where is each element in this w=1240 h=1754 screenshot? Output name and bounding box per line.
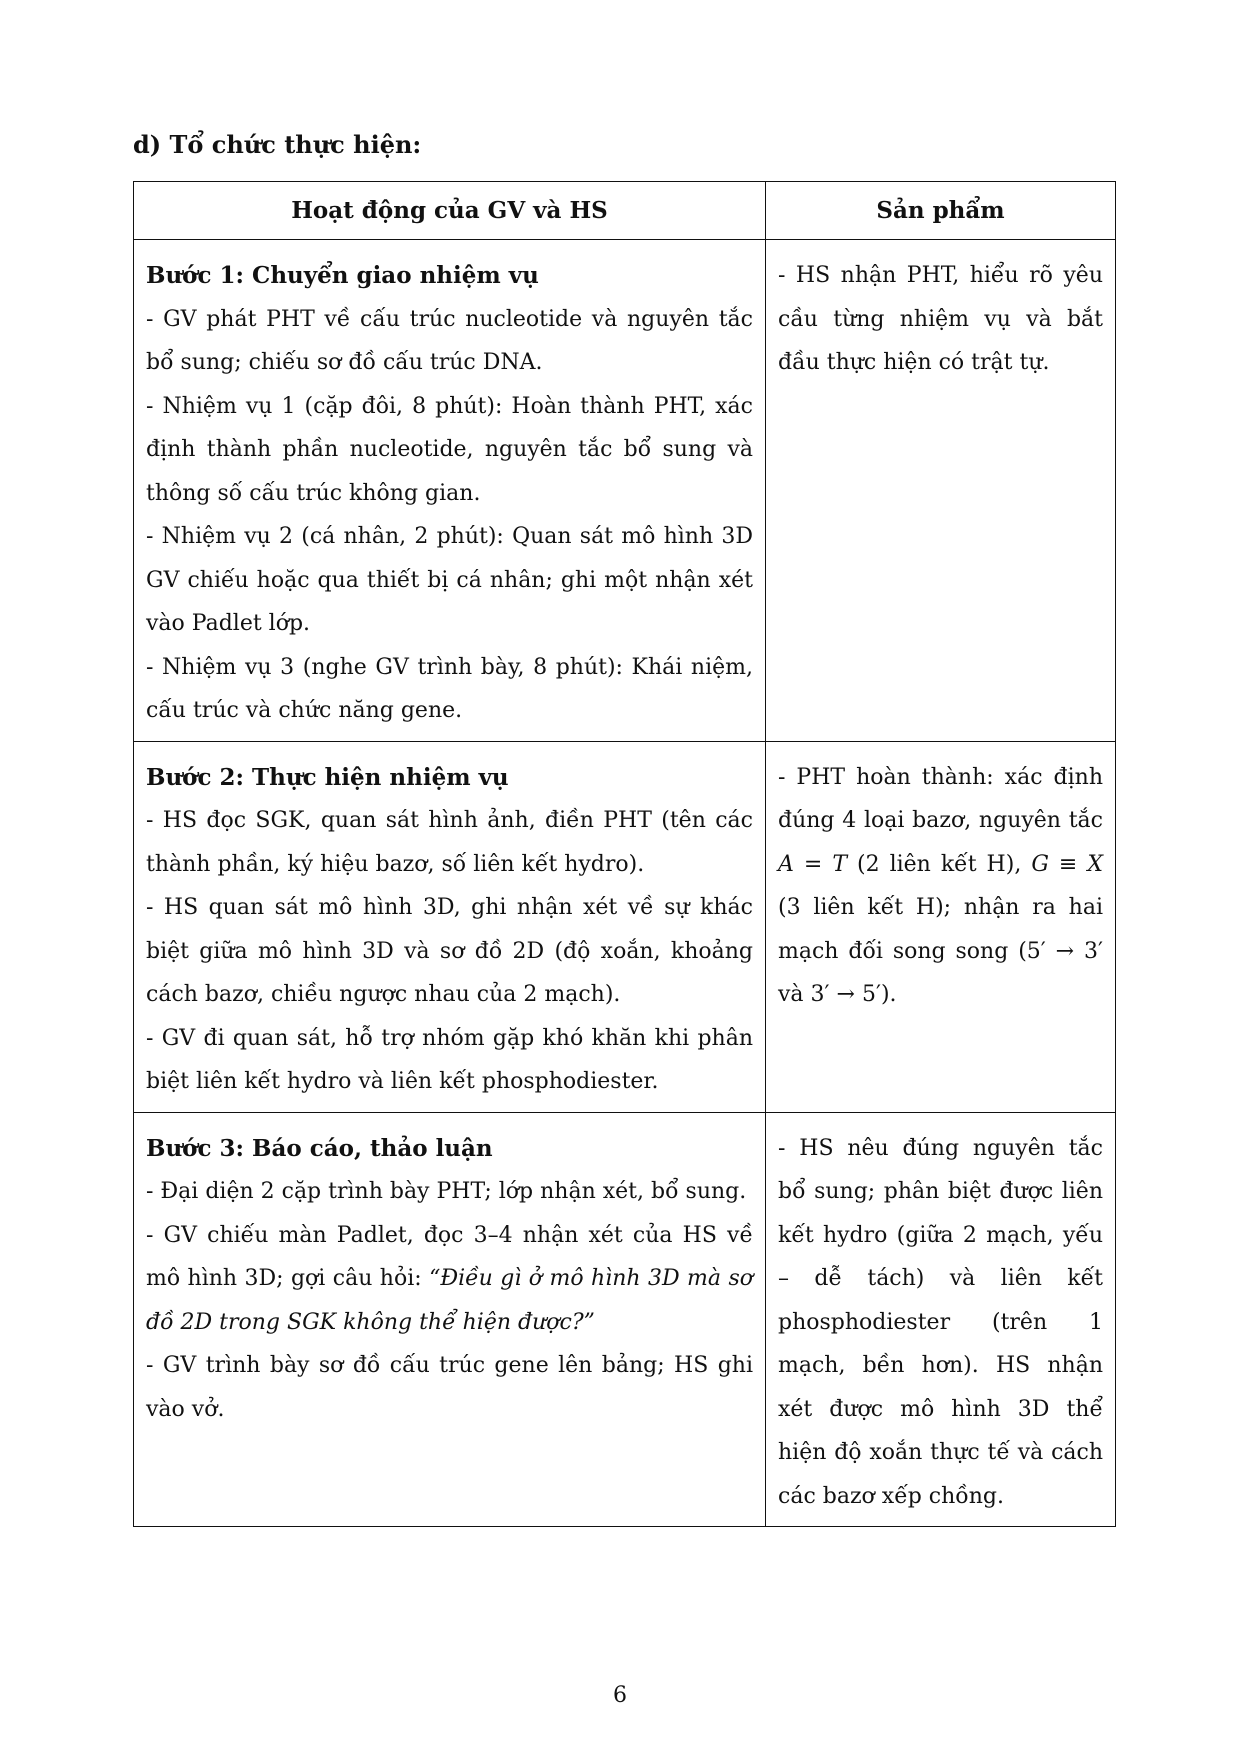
header-activities: Hoạt động của GV và HS bbox=[134, 182, 766, 240]
activity-item: - Đại diện 2 cặp trình bày PHT; lớp nhận xét, bổ sung. bbox=[146, 1179, 747, 1204]
activity-item: - GV phát PHT về cấu trúc nucleotide và nguyên tắc bổ sung; chiếu sơ đồ cấu trúc DNA. bbox=[146, 306, 753, 375]
table-row-step-3 bbox=[134, 1112, 1116, 1527]
product-text-part: (2 liên kết H), bbox=[847, 851, 1032, 877]
product-cell bbox=[766, 240, 1116, 742]
activity-item bbox=[146, 1214, 753, 1345]
activity-table bbox=[133, 181, 1116, 1527]
product-text bbox=[778, 756, 1103, 1017]
activities-cell bbox=[134, 240, 766, 742]
product-cell bbox=[766, 1112, 1116, 1527]
math-symbol-a: A bbox=[778, 851, 794, 877]
step-title: Bước 1: Chuyển giao nhiệm vụ bbox=[146, 262, 539, 289]
math-symbol-t: T bbox=[832, 851, 848, 877]
product-text-part: (3 liên kết H); nhận ra hai mạch đối song song (5′ → 3′ và 3′ → 5′). bbox=[778, 895, 1103, 1007]
activities-cell bbox=[134, 1112, 766, 1527]
activity-item: - Nhiệm vụ 2 (cá nhân, 2 phút): Quan sát mô hình 3D GV chiếu hoặc qua thiết bị cá nhân; ghi một nhận xét vào Padlet lớp. bbox=[146, 524, 753, 636]
activity-text-part: - GV chiếu màn Padlet, đọc 3–4 nhận xét của HS về mô hình 3D; gợi câu hỏi: bbox=[146, 1222, 753, 1291]
product-text: - HS nêu đúng nguyên tắc bổ sung; phân biệt được liên kết hydro (giữa 2 mạch, yếu – dễ tách) và liên kết phosphodiester (trên 1 mạch, bền hơn). HS nhận xét được mô hình 3D thể hiện độ xoắn thực tế và cách các bazơ xếp chồng. bbox=[778, 1135, 1103, 1509]
activity-item: - Nhiệm vụ 3 (nghe GV trình bày, 8 phút): Khái niệm, cấu trúc và chức năng gene. bbox=[146, 654, 753, 723]
header-products: Sản phẩm bbox=[766, 182, 1116, 240]
product-text-part: - PHT hoàn thành: xác định đúng 4 loại bazơ, nguyên tắc bbox=[778, 764, 1103, 833]
step-title: Bước 3: Báo cáo, thảo luận bbox=[146, 1134, 493, 1162]
product-text: - HS nhận PHT, hiểu rõ yêu cầu từng nhiệm vụ và bắt đầu thực hiện có trật tự. bbox=[778, 263, 1103, 375]
activity-item: - HS đọc SGK, quan sát hình ảnh, điền PHT (tên các thành phần, ký hiệu bazơ, số liên kết hydro). bbox=[146, 808, 753, 877]
table-row-step-2 bbox=[134, 741, 1116, 1112]
activities-cell bbox=[134, 741, 766, 1112]
section-heading: d) Tổ chức thực hiện: bbox=[133, 130, 422, 159]
math-symbol-g: G bbox=[1031, 851, 1049, 877]
math-operator: ≡ bbox=[1048, 851, 1088, 877]
math-symbol-x: X bbox=[1087, 851, 1104, 877]
activity-item: - HS quan sát mô hình 3D, ghi nhận xét về sự khác biệt giữa mô hình 3D và sơ đồ 2D (độ xoắn, khoảng cách bazơ, chiều ngược nhau của 2 mạch). bbox=[146, 895, 753, 1007]
product-cell bbox=[766, 741, 1116, 1112]
table-header-row bbox=[134, 182, 1116, 240]
math-operator: = bbox=[793, 851, 833, 877]
page-number: 6 bbox=[613, 1683, 627, 1708]
activity-item: - GV trình bày sơ đồ cấu trúc gene lên bảng; HS ghi vào vở. bbox=[146, 1353, 753, 1422]
table-row-step-1 bbox=[134, 240, 1116, 742]
activity-item: - Nhiệm vụ 1 (cặp đôi, 8 phút): Hoàn thành PHT, xác định thành phần nucleotide, nguyên tắc bổ sung và thông số cấu trúc không gian. bbox=[146, 393, 753, 506]
step-title: Bước 2: Thực hiện nhiệm vụ bbox=[146, 763, 509, 791]
activity-item: - GV đi quan sát, hỗ trợ nhóm gặp khó khăn khi phân biệt liên kết hydro và liên kết phosphodiester. bbox=[146, 1025, 753, 1094]
guiding-question: “Điều gì ở mô hình 3D mà sơ đồ 2D trong SGK không thể hiện được?” bbox=[146, 1266, 753, 1335]
